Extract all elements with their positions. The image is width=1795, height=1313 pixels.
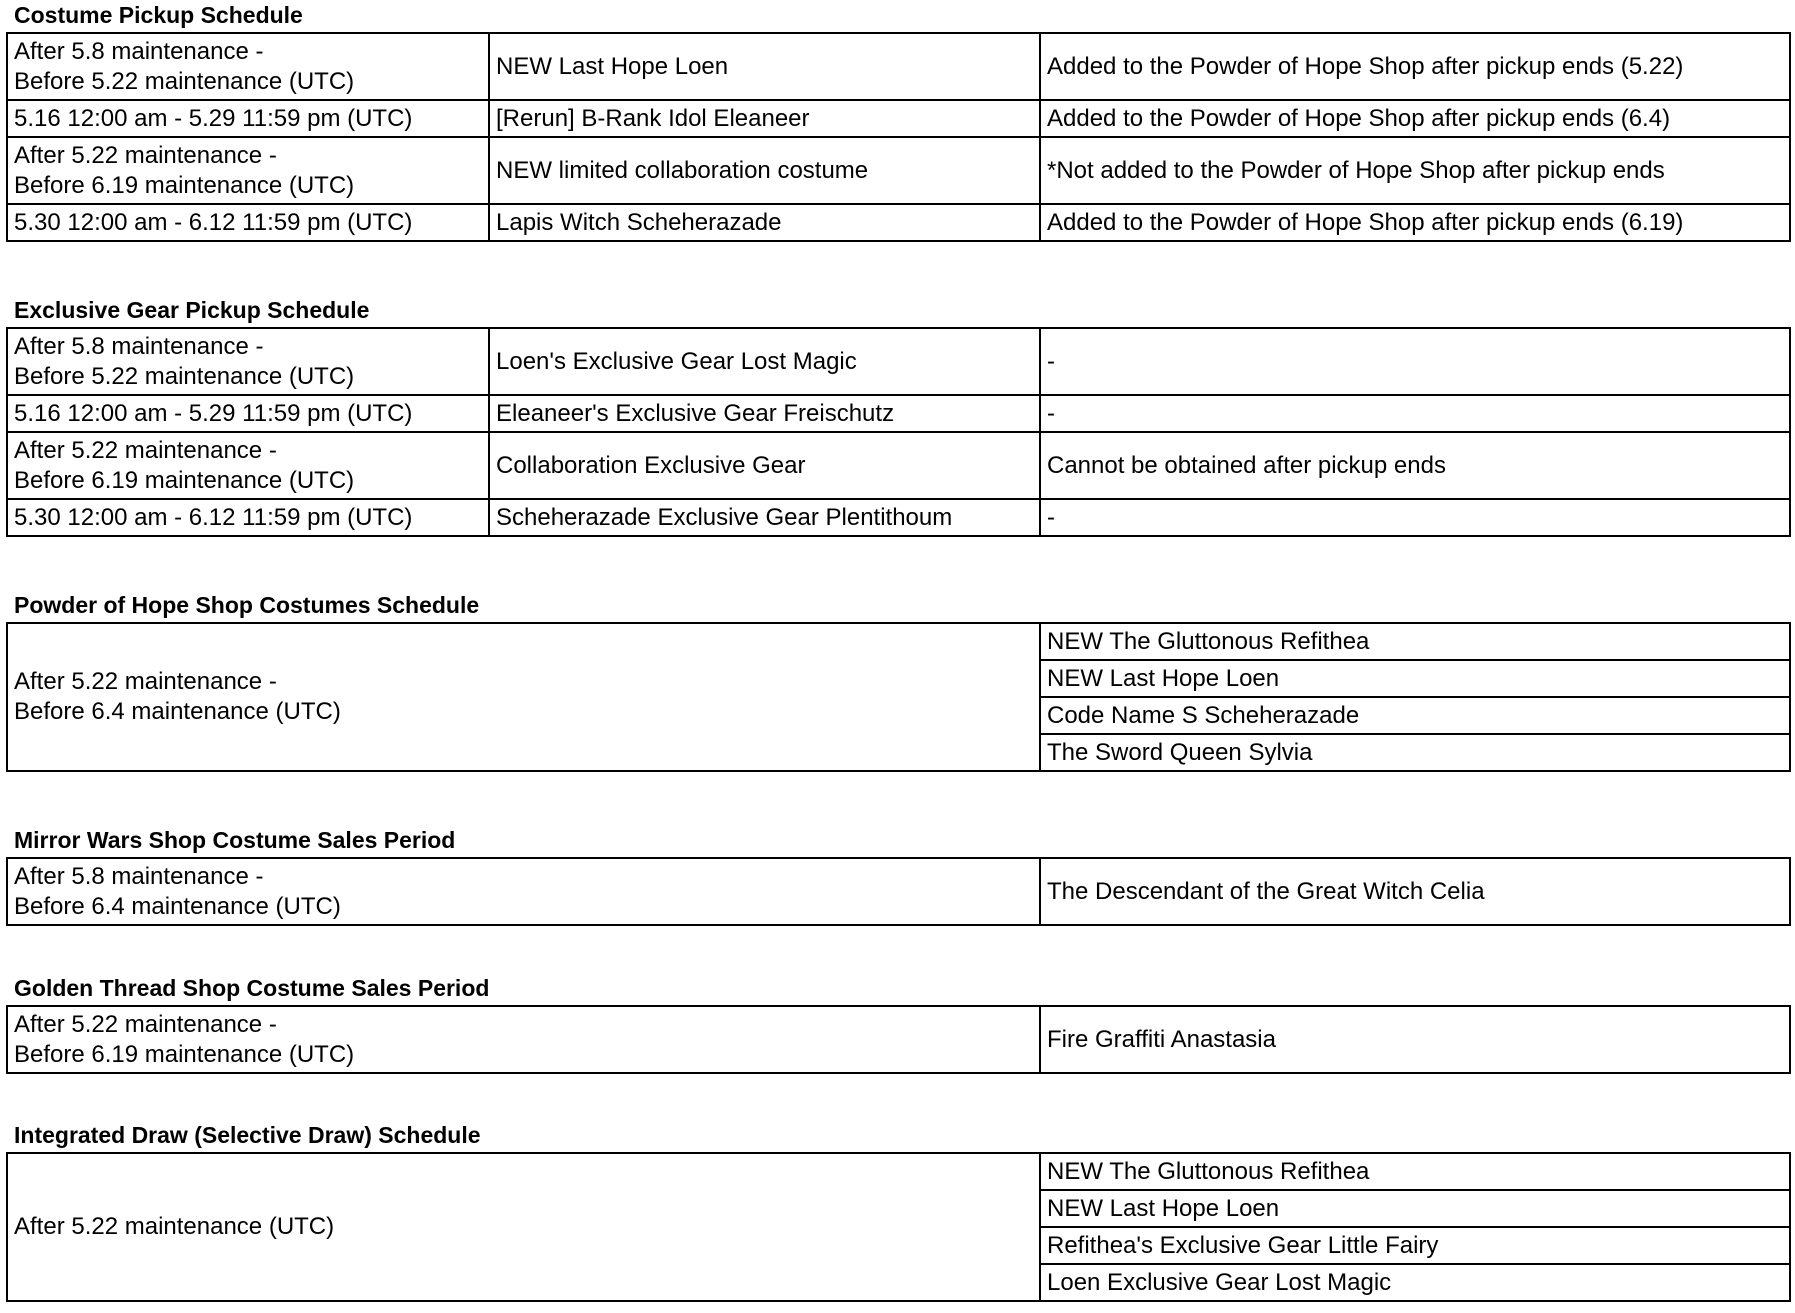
period-cell (7, 858, 1040, 925)
period-line: After 5.8 maintenance - (14, 862, 264, 890)
item-cell: Scheherazade Exclusive Gear Plentithoum (489, 499, 1040, 536)
table-row (7, 395, 1790, 432)
period-line: After 5.22 maintenance - (14, 668, 277, 695)
period-line: Before 5.22 maintenance (UTC) (14, 67, 355, 95)
section-title: Golden Thread Shop Costume Sales Period (14, 975, 490, 1001)
period-cell (7, 328, 489, 395)
item-cell: NEW Last Hope Loen (489, 33, 1040, 100)
table-row (7, 499, 1790, 536)
item-cell: Code Name S Scheherazade (1040, 697, 1790, 734)
note-cell: Added to the Powder of Hope Shop after pickup ends (6.19) (1040, 204, 1790, 241)
mirror-wars-section (6, 825, 1789, 926)
mirror-wars-table (6, 857, 1791, 926)
item-cell: NEW The Gluttonous Refithea (1040, 1153, 1790, 1190)
table-row (7, 432, 1790, 499)
table-row (7, 137, 1790, 204)
period-line: After 5.8 maintenance - (14, 332, 264, 360)
period-line: After 5.22 maintenance - (14, 1010, 277, 1038)
section-title: Mirror Wars Shop Costume Sales Period (14, 827, 456, 853)
gear-pickup-section (6, 295, 1789, 537)
golden-thread-table (6, 1005, 1791, 1074)
integrated-draw-table (6, 1152, 1791, 1302)
table-row (7, 33, 1790, 100)
item-cell: NEW The Gluttonous Refithea (1040, 623, 1790, 660)
item-cell: NEW Last Hope Loen (1040, 660, 1790, 697)
period-cell (7, 623, 1040, 771)
note-cell: - (1040, 328, 1790, 395)
period-cell: After 5.22 maintenance (UTC) (7, 1153, 1040, 1301)
costume-pickup-section (6, 0, 1789, 242)
period-line: After 5.22 maintenance - (14, 436, 277, 464)
item-cell: [Rerun] B-Rank Idol Eleaneer (489, 100, 1040, 137)
note-cell: Cannot be obtained after pickup ends (1040, 432, 1790, 499)
period-line: After 5.22 maintenance - (14, 141, 277, 169)
table-row (7, 1153, 1790, 1190)
note-cell: - (1040, 499, 1790, 536)
costume-pickup-table (6, 32, 1791, 242)
item-cell: Collaboration Exclusive Gear (489, 432, 1040, 499)
table-row (7, 328, 1790, 395)
period-cell: 5.30 12:00 am - 6.12 11:59 pm (UTC) (7, 204, 489, 241)
item-cell: Loen's Exclusive Gear Lost Magic (489, 328, 1040, 395)
item-cell: Eleaneer's Exclusive Gear Freischutz (489, 395, 1040, 432)
item-cell: The Descendant of the Great Witch Celia (1040, 858, 1790, 925)
note-cell: - (1040, 395, 1790, 432)
table-row (7, 1006, 1790, 1073)
item-cell: Fire Graffiti Anastasia (1040, 1006, 1790, 1073)
note-cell: Added to the Powder of Hope Shop after pickup ends (5.22) (1040, 33, 1790, 100)
section-title: Powder of Hope Shop Costumes Schedule (14, 592, 480, 618)
table-row (7, 858, 1790, 925)
table-row (7, 100, 1790, 137)
item-cell: NEW Last Hope Loen (1040, 1190, 1790, 1227)
period-cell: 5.16 12:00 am - 5.29 11:59 pm (UTC) (7, 395, 489, 432)
period-line: Before 5.22 maintenance (UTC) (14, 362, 355, 390)
item-cell: Refithea's Exclusive Gear Little Fairy (1040, 1227, 1790, 1264)
item-cell: Lapis Witch Scheherazade (489, 204, 1040, 241)
period-line: Before 6.4 maintenance (UTC) (14, 698, 341, 725)
note-cell: *Not added to the Powder of Hope Shop after pickup ends (1040, 137, 1790, 204)
table-row (7, 623, 1790, 660)
period-line: Before 6.19 maintenance (UTC) (14, 171, 355, 199)
powder-shop-table (6, 622, 1791, 772)
section-title: Integrated Draw (Selective Draw) Schedule (14, 1122, 481, 1148)
section-title: Exclusive Gear Pickup Schedule (14, 297, 370, 323)
period-line: Before 6.19 maintenance (UTC) (14, 466, 355, 494)
period-cell (7, 1006, 1040, 1073)
period-cell: 5.30 12:00 am - 6.12 11:59 pm (UTC) (7, 499, 489, 536)
item-cell: The Sword Queen Sylvia (1040, 734, 1790, 771)
period-line: Before 6.19 maintenance (UTC) (14, 1040, 355, 1068)
period-cell (7, 33, 489, 100)
gear-pickup-table (6, 327, 1791, 537)
period-cell (7, 432, 489, 499)
item-cell: Loen Exclusive Gear Lost Magic (1040, 1264, 1790, 1301)
period-cell: 5.16 12:00 am - 5.29 11:59 pm (UTC) (7, 100, 489, 137)
table-row (7, 204, 1790, 241)
note-cell: Added to the Powder of Hope Shop after pickup ends (6.4) (1040, 100, 1790, 137)
integrated-draw-section (6, 1120, 1789, 1302)
section-title: Costume Pickup Schedule (14, 2, 303, 28)
golden-thread-section (6, 973, 1789, 1074)
period-line: Before 6.4 maintenance (UTC) (14, 892, 341, 920)
period-line: After 5.8 maintenance - (14, 37, 264, 65)
powder-shop-section (6, 590, 1789, 772)
item-cell: NEW limited collaboration costume (489, 137, 1040, 204)
period-cell (7, 137, 489, 204)
